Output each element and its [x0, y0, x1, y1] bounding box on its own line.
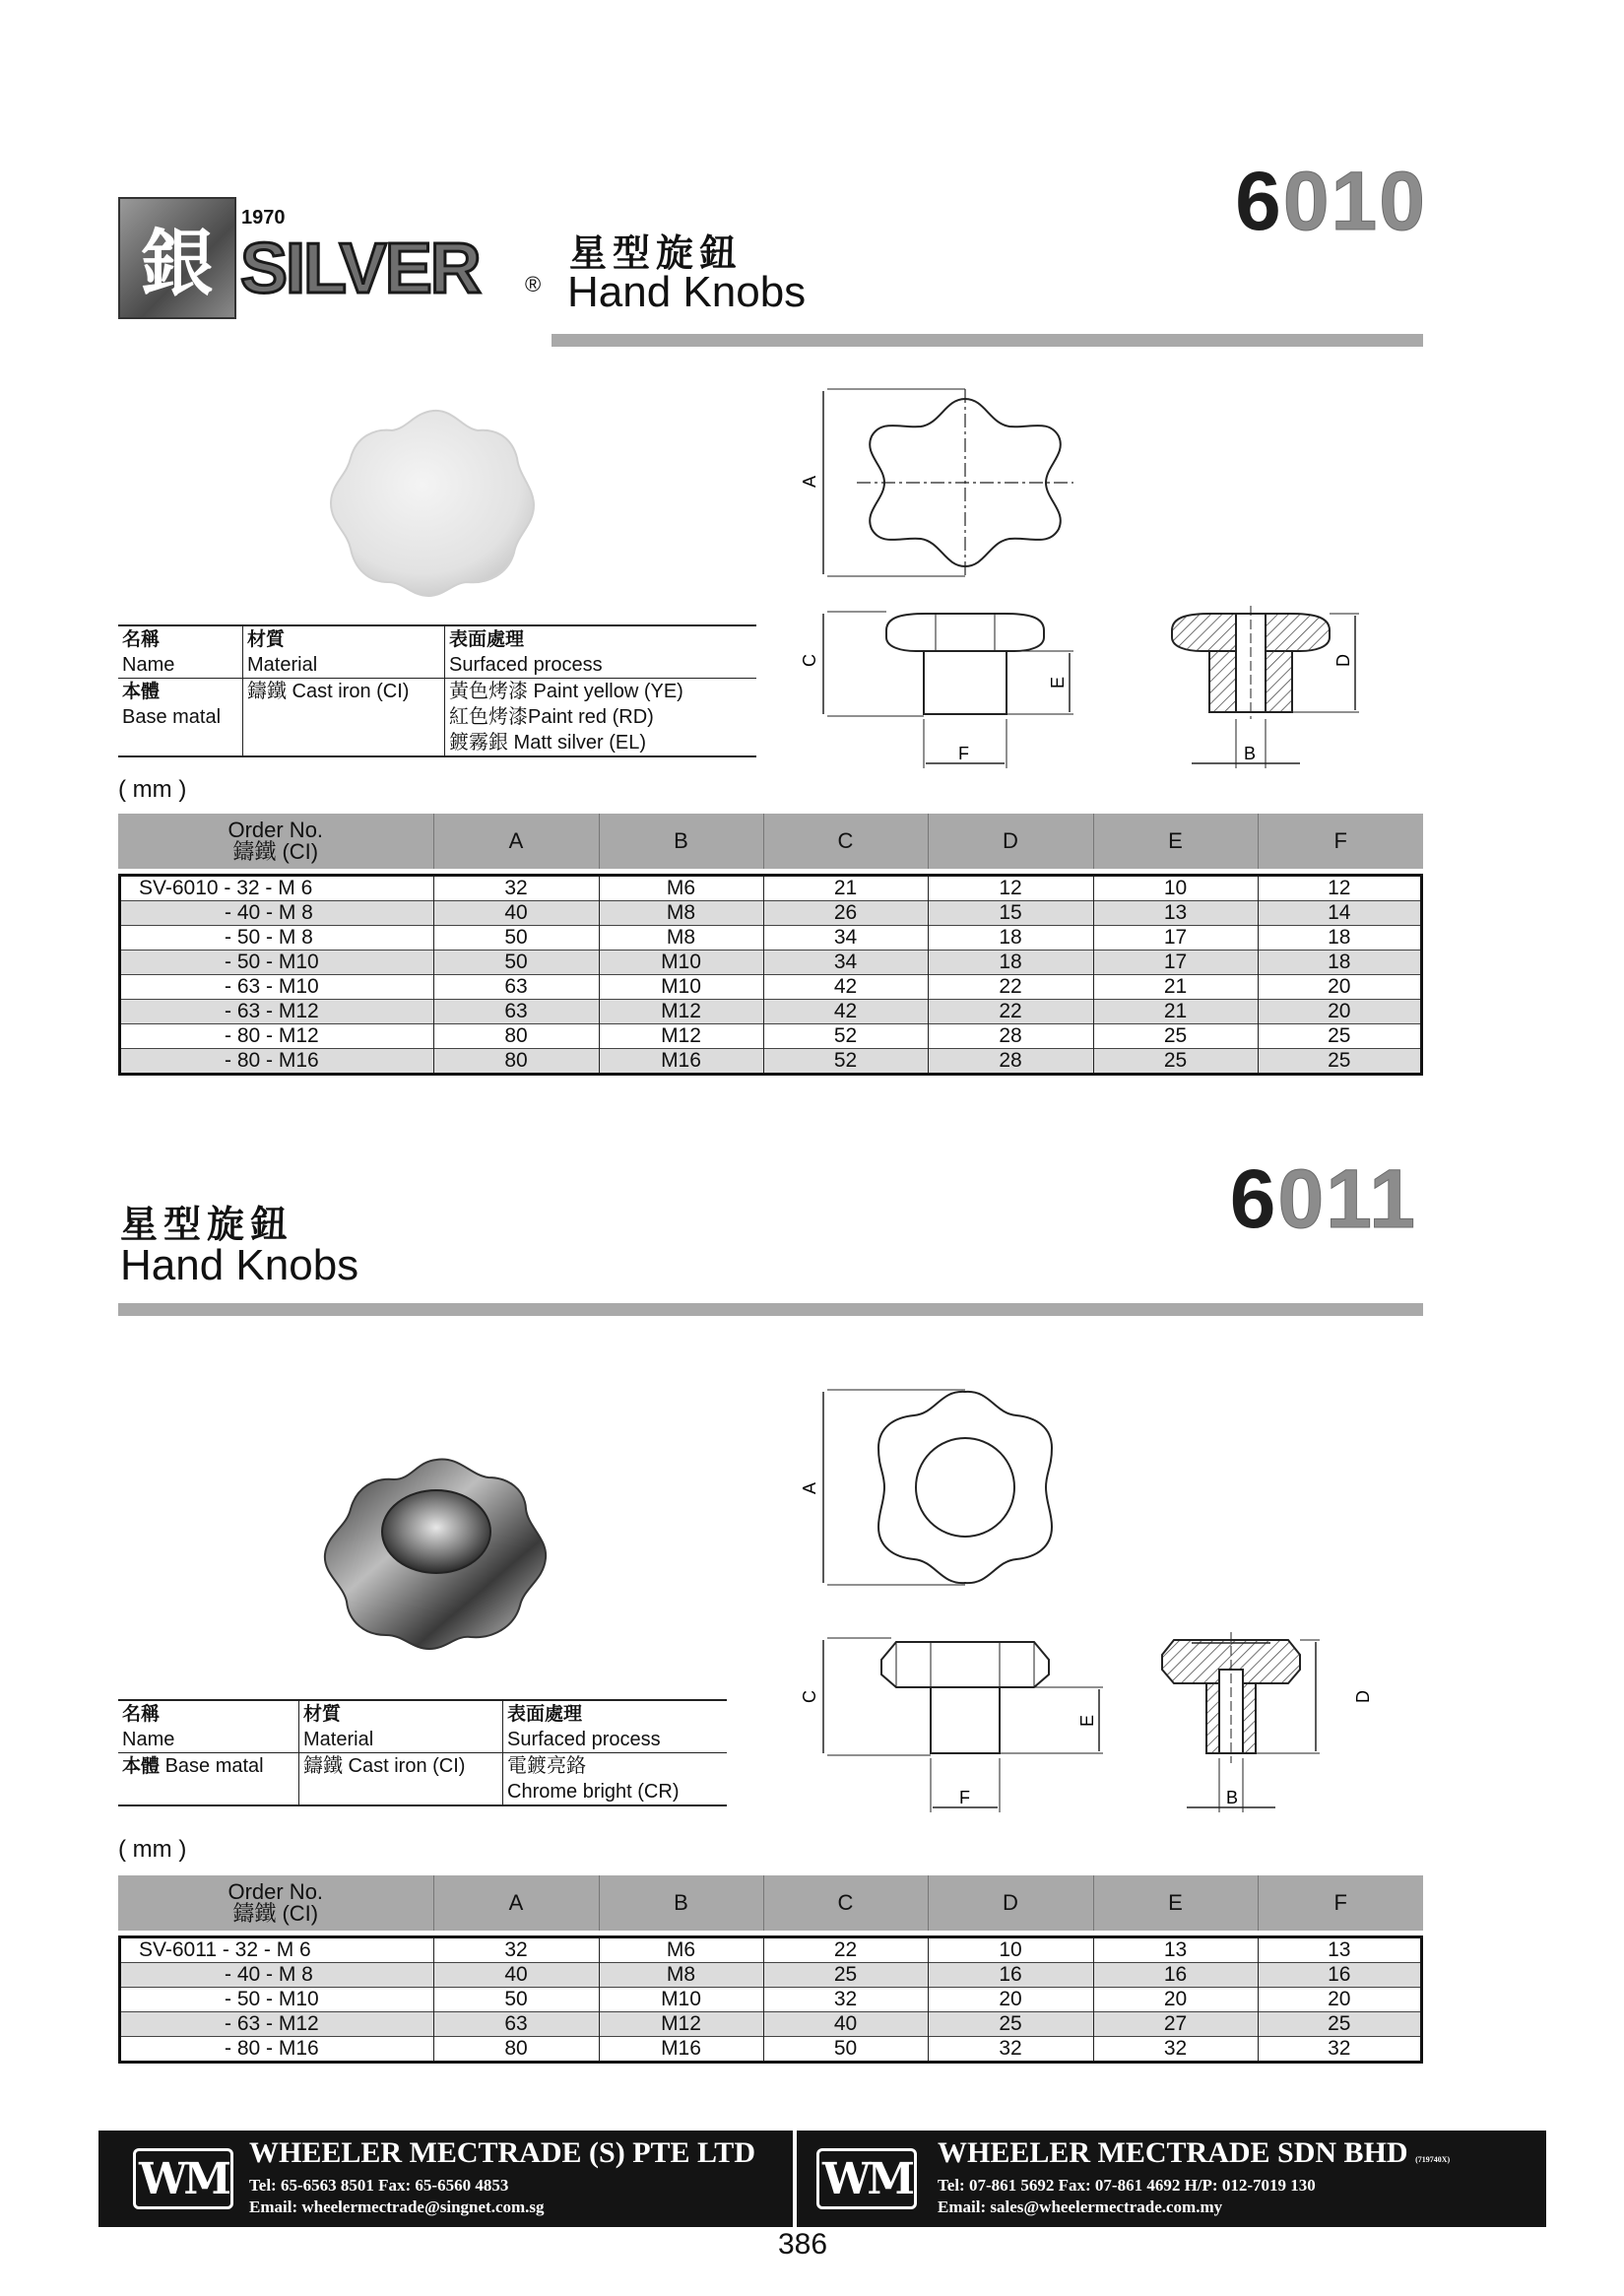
order-no-cell: - 40 - M 8 [121, 1963, 433, 1988]
cell-b: M10 [599, 1988, 763, 2012]
cell-e: 21 [1093, 1000, 1258, 1024]
cell-b: M16 [599, 2037, 763, 2062]
dim-label-c: C [800, 654, 819, 667]
cell-d: 22 [928, 975, 1093, 1000]
col-header-a-2: A [433, 1875, 599, 1931]
wm-logo-icon: WM [816, 2148, 917, 2209]
dim-label-d: D [1333, 654, 1353, 667]
cell-b: M8 [599, 1963, 763, 1988]
cell-a: 63 [433, 975, 599, 1000]
brand-name: SILVER [240, 230, 480, 308]
brand-logo-mark: 銀 [118, 197, 236, 319]
cell-c: 40 [763, 2012, 928, 2037]
col-header-c: C [763, 814, 928, 869]
table-row [121, 1024, 1420, 1049]
cell-c: 25 [763, 1963, 928, 1988]
table-row [121, 926, 1420, 951]
cell-c: 34 [763, 926, 928, 951]
cell-e: 13 [1093, 901, 1258, 926]
cell-c: 50 [763, 2037, 928, 2062]
cell-b: M12 [599, 1024, 763, 1049]
product-photo-6010 [315, 399, 552, 606]
cell-c: 26 [763, 901, 928, 926]
order-no-cell: - 40 - M 8 [121, 901, 433, 926]
footer-left-email: Email: wheelermectrade@singnet.com.sg [249, 2198, 545, 2216]
table-row [121, 975, 1420, 1000]
cell-b: M6 [599, 1938, 763, 1963]
cell-f: 18 [1258, 926, 1420, 951]
cell-a: 50 [433, 1988, 599, 2012]
cell-e: 25 [1093, 1049, 1258, 1074]
table-row [121, 1049, 1420, 1074]
section2-title-cn: 星型旋鈕 [120, 1203, 294, 1246]
cell-b: M8 [599, 901, 763, 926]
cell-b: M10 [599, 975, 763, 1000]
cell-a: 63 [433, 1000, 599, 1024]
cell-d: 12 [928, 877, 1093, 901]
footer-right-name: WHEELER MECTRADE SDN BHD (719740X) [938, 2136, 1451, 2169]
cell-e: 32 [1093, 2037, 1258, 2062]
footer-left-company [98, 2131, 793, 2227]
section2-title-en: Hand Knobs [120, 1241, 359, 1289]
cell-e: 16 [1093, 1963, 1258, 1988]
section2-title-bar [118, 1303, 1423, 1316]
product-number-6010: 6010 [1235, 155, 1427, 247]
material-table-6010: 名稱 Name 材質 Material 表面處理 Surfaced process 本體 Base matal 鑄鐵 Cast iron (CI) 黃色烤漆 Paint yellow (YE) 紅色烤漆Paint red (RD) 鍍霧銀 Matt silver (EL) [118, 624, 756, 757]
col-header-b-2: B [599, 1875, 763, 1931]
col-header-f-2: F [1258, 1875, 1423, 1931]
col-header-a: A [433, 814, 599, 869]
dim-label-e: E [1048, 676, 1068, 689]
table-row [121, 1988, 1420, 2012]
dim-label-c-2: C [800, 1690, 819, 1703]
order-no-cell: - 63 - M10 [121, 975, 433, 1000]
cell-d: 18 [928, 926, 1093, 951]
cell-d: 28 [928, 1024, 1093, 1049]
material-table-6011: 名稱 Name 材質 Material 表面處理 Surfaced process 本體 Base matal 鑄鐵 Cast iron (CI) 電鍍亮鉻 Chrome bright (CR) [118, 1699, 727, 1806]
order-no-cell: SV-6011 - 32 - M 6 [121, 1938, 433, 1963]
cell-e: 21 [1093, 975, 1258, 1000]
technical-drawing-6011 [788, 1374, 1438, 1827]
dim-label-b-2: B [1226, 1788, 1239, 1807]
order-no-cell: - 80 - M12 [121, 1024, 433, 1049]
product-photo-6011 [313, 1448, 559, 1655]
col-header-f: F [1258, 814, 1423, 869]
table-row [121, 877, 1420, 901]
brand-year: 1970 [241, 207, 286, 229]
cell-a: 80 [433, 1049, 599, 1074]
product-number-6011: 6011 [1229, 1152, 1417, 1245]
cell-e: 17 [1093, 951, 1258, 975]
cell-f: 20 [1258, 1988, 1420, 2012]
table-row [121, 2037, 1420, 2062]
cell-d: 10 [928, 1938, 1093, 1963]
cell-c: 52 [763, 1024, 928, 1049]
col-header-b: B [599, 814, 763, 869]
dim-label-e-2: E [1077, 1714, 1097, 1727]
cell-e: 17 [1093, 926, 1258, 951]
cell-d: 25 [928, 2012, 1093, 2037]
order-no-cell: - 50 - M 8 [121, 926, 433, 951]
col-header-e: E [1093, 814, 1258, 869]
order-no-cell: - 80 - M16 [121, 2037, 433, 2062]
cell-f: 25 [1258, 1049, 1420, 1074]
cell-e: 25 [1093, 1024, 1258, 1049]
section1-title-cn: 星型旋鈕 [569, 231, 744, 275]
footer-left-tel: Tel: 65-6563 8501 Fax: 65-6560 4853 [249, 2176, 509, 2195]
order-no-cell: - 80 - M16 [121, 1049, 433, 1074]
footer-banner [98, 2131, 1546, 2227]
footer-left-name: WHEELER MECTRADE (S) PTE LTD [249, 2136, 755, 2169]
cell-f: 25 [1258, 1024, 1420, 1049]
section1-title-en: Hand Knobs [567, 268, 807, 316]
cell-a: 80 [433, 2037, 599, 2062]
cell-a: 63 [433, 2012, 599, 2037]
cell-a: 50 [433, 926, 599, 951]
order-no-cell: - 50 - M10 [121, 951, 433, 975]
table-row [121, 951, 1420, 975]
cell-d: 32 [928, 2037, 1093, 2062]
dim-label-b: B [1244, 744, 1257, 763]
brand-reg-mark: ® [525, 272, 542, 296]
order-no-cell: - 63 - M12 [121, 1000, 433, 1024]
cell-a: 50 [433, 951, 599, 975]
col-header-d-2: D [928, 1875, 1093, 1931]
cell-b: M8 [599, 926, 763, 951]
cell-f: 12 [1328, 877, 1351, 899]
cell-c: 42 [763, 975, 928, 1000]
dim-label-a: A [800, 475, 819, 488]
cell-a: 40 [433, 901, 599, 926]
cell-e: 20 [1093, 1988, 1258, 2012]
cell-a: 80 [433, 1024, 599, 1049]
table-row [121, 1938, 1420, 1963]
order-no-header: Order No. 鑄鐵 (CI) [118, 814, 433, 869]
order-no-cell: SV-6010 - 32 - M 6 [121, 877, 433, 901]
cell-f: 25 [1258, 2012, 1420, 2037]
cell-f: 16 [1258, 1963, 1420, 1988]
dim-label-a-2: A [800, 1481, 819, 1494]
cell-b: M10 [599, 951, 763, 975]
wm-logo-icon: WM [133, 2148, 233, 2209]
cell-c: 34 [763, 951, 928, 975]
order-no-cell: - 63 - M12 [121, 2012, 433, 2037]
cell-f: 18 [1258, 951, 1420, 975]
cell-f: 13 [1328, 1938, 1351, 1961]
cell-f: 20 [1258, 1000, 1420, 1024]
cell-c: 42 [763, 1000, 928, 1024]
spec-table-6010 [118, 814, 1423, 1076]
cell-c: 22 [763, 1938, 928, 1963]
dim-label-d-2: D [1353, 1690, 1373, 1703]
technical-drawing-6010 [788, 379, 1438, 773]
cell-c: 52 [763, 1049, 928, 1074]
spec-table-6011 [118, 1875, 1423, 2064]
col-header-d: D [928, 814, 1093, 869]
cell-f: 14 [1258, 901, 1420, 926]
cell-c: 21 [763, 877, 928, 901]
cell-d: 16 [928, 1963, 1093, 1988]
table-row [121, 1963, 1420, 1988]
cell-d: 18 [928, 951, 1093, 975]
cell-a: 32 [433, 1938, 599, 1963]
cell-e: 27 [1093, 2012, 1258, 2037]
cell-d: 28 [928, 1049, 1093, 1074]
cell-f: 20 [1258, 975, 1420, 1000]
dim-label-f-2: F [959, 1788, 970, 1807]
order-no-header-2: Order No. 鑄鐵 (CI) [118, 1875, 433, 1931]
cell-b: M12 [599, 1000, 763, 1024]
footer-right-tel: Tel: 07-861 5692 Fax: 07-861 4692 H/P: 012-7019 130 [938, 2176, 1316, 2195]
footer-right-company [797, 2131, 1546, 2227]
cell-b: M6 [599, 877, 763, 901]
cell-b: M12 [599, 2012, 763, 2037]
dim-label-f: F [958, 744, 969, 763]
order-no-cell: - 50 - M10 [121, 1988, 433, 2012]
page-number: 386 [778, 2228, 828, 2261]
cell-d: 22 [928, 1000, 1093, 1024]
cell-c: 32 [763, 1988, 928, 2012]
col-header-e-2: E [1093, 1875, 1258, 1931]
cell-e: 13 [1093, 1938, 1258, 1963]
section1-title-bar [552, 334, 1423, 347]
unit-label-6011: ( mm ) [118, 1836, 187, 1863]
cell-e: 10 [1093, 877, 1258, 901]
table-row [121, 901, 1420, 926]
cell-a: 40 [433, 1963, 599, 1988]
cell-d: 15 [928, 901, 1093, 926]
cell-d: 20 [928, 1988, 1093, 2012]
cell-a: 32 [433, 877, 599, 901]
cell-f: 32 [1258, 2037, 1420, 2062]
col-header-c-2: C [763, 1875, 928, 1931]
table-row [121, 1000, 1420, 1024]
cell-b: M16 [599, 1049, 763, 1074]
footer-right-email: Email: sales@wheelermectrade.com.my [938, 2198, 1223, 2216]
unit-label-6010: ( mm ) [118, 776, 187, 803]
table-row [121, 2012, 1420, 2037]
